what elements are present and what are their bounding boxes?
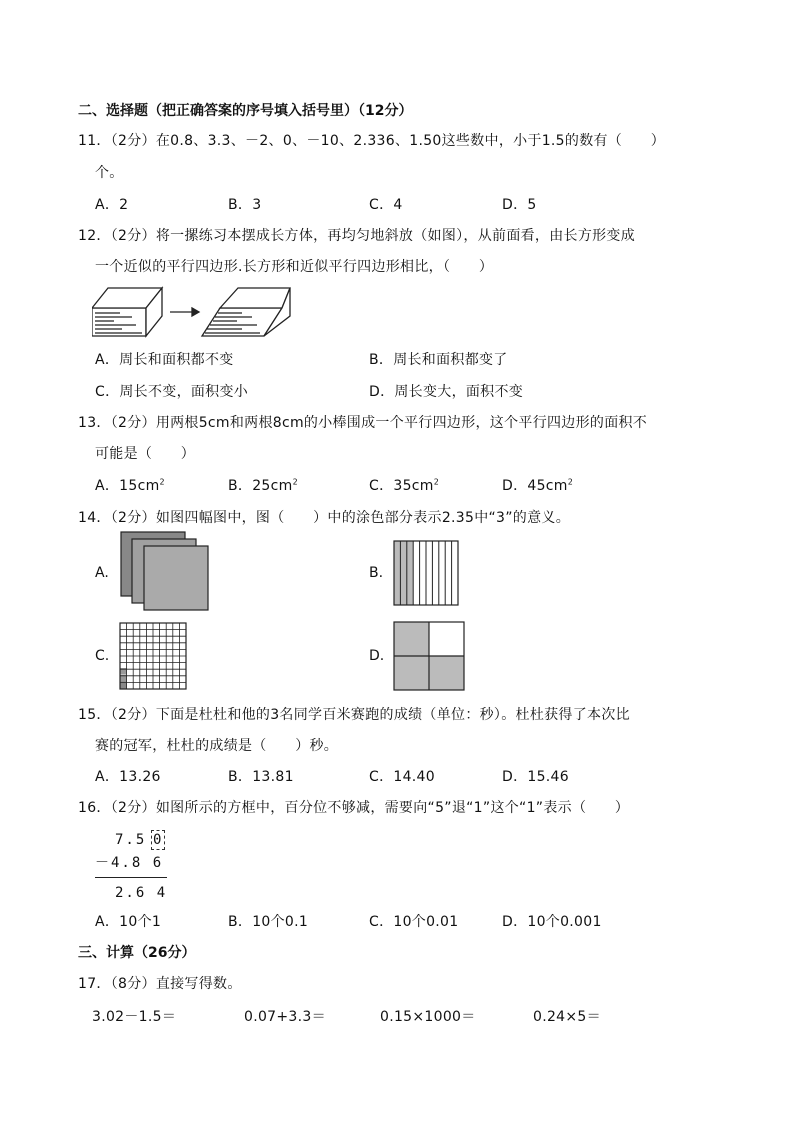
q14-label-d: D. [369,648,385,664]
q14-text-line1: 14．（2分）如图四幅图中，图（ ）中的涂色部分表示2.35中“3”的意义。 [78,510,571,526]
q14-figure-c [119,622,187,690]
q11-option-d: D．5 [502,197,537,213]
q16-option-d: D．10个0.001 [502,914,602,930]
q11-option-b: B．3 [228,197,262,213]
q17-item-3: 0.15×1000＝ [380,1009,476,1025]
q16-minuend: 7.5 [115,832,147,848]
q11-option-a: A．2 [95,197,129,213]
cuboid-icon [92,288,162,336]
q16-boxed-digit: 0 [153,832,164,848]
q16-text-line1: 16．（2分）如图所示的方框中，百分位不够减，需要向“5”退“1”这个“1”表示（ ） [78,800,630,816]
q13-option-b: B．$25cm^2$ [228,477,298,494]
q12-text-line2: 一个近似的平行四边形.长方形和近似平行四边形相比，（ ） [95,259,494,275]
slanted-stack-icon [202,288,290,336]
q14-figure-b [393,540,459,606]
q13-text-line2: 可能是（ ） [95,446,196,462]
q11-text-line2: 个。 [95,165,124,181]
q17-item-1: 3.02－1.5＝ [92,1009,177,1025]
q15-text-line2: 赛的冠军，杜杜的成绩是（ ）秒。 [95,738,339,754]
section-2-title: 二、选择题（把正确答案的序号填入括号里）（12分） [78,103,413,119]
q11-text-line1: 11．（2分）在0.8、3.3、－2、0、－10、2.336、1.50这些数中，小于1.5的数有（ ） [78,133,665,149]
q13-option-d: D．$45cm^2$ [502,477,574,494]
q15-option-a: A．13.26 [95,769,161,785]
q15-option-b: B．13.81 [228,769,294,785]
q12-option-d: D．周长变大，面积不变 [369,384,524,400]
q12-option-b: B．周长和面积都变了 [369,352,508,368]
q15-option-d: D．15.46 [502,769,569,785]
q15-option-c: C．14.40 [369,769,435,785]
q16-option-b: B．10个0.1 [228,914,309,930]
q14-figure-a [120,531,210,613]
q11-option-c: C．4 [369,197,403,213]
q14-label-a: A. [95,565,109,581]
q12-text-line1: 12．（2分）将一摞练习本摆成长方体，再均匀地斜放（如图），从前面看，由长方形变成 [78,228,636,244]
q14-label-c: C. [95,648,110,664]
q13-option-a: A．$15cm^2$ [95,477,165,494]
q17-item-2: 0.07+3.3＝ [244,1009,326,1025]
q16-option-c: C．10个0.01 [369,914,459,930]
q12-option-a: A．周长和面积都不变 [95,352,234,368]
section-3-title: 三、计算（26分） [78,945,196,961]
arrow-right-icon [170,308,199,316]
q12-notebook-figure [92,284,292,340]
q16-subtrahend: －4.8 6 [95,855,164,871]
q16-result-line [95,877,167,878]
q16-result: 2.6 4 [115,885,168,901]
q16-option-a: A．10个1 [95,914,162,930]
q13-option-c: C．$35cm^2$ [369,477,440,494]
q14-label-b: B. [369,565,384,581]
q15-text-line1: 15．（2分）下面是杜杜和他的3名同学百米赛跑的成绩（单位：秒）。杜杜获得了本次比 [78,707,630,723]
q14-figure-d [393,621,465,691]
q17-item-4: 0.24×5＝ [533,1009,601,1025]
q16-subtraction-figure [95,828,175,904]
q12-option-c: C．周长不变，面积变小 [95,384,249,400]
q13-text-line1: 13．（2分）用两根5cm和两根8cm的小棒围成一个平行四边形，这个平行四边形的面积不 [78,415,648,431]
q17-text-line1: 17．（8分）直接写得数。 [78,976,242,992]
